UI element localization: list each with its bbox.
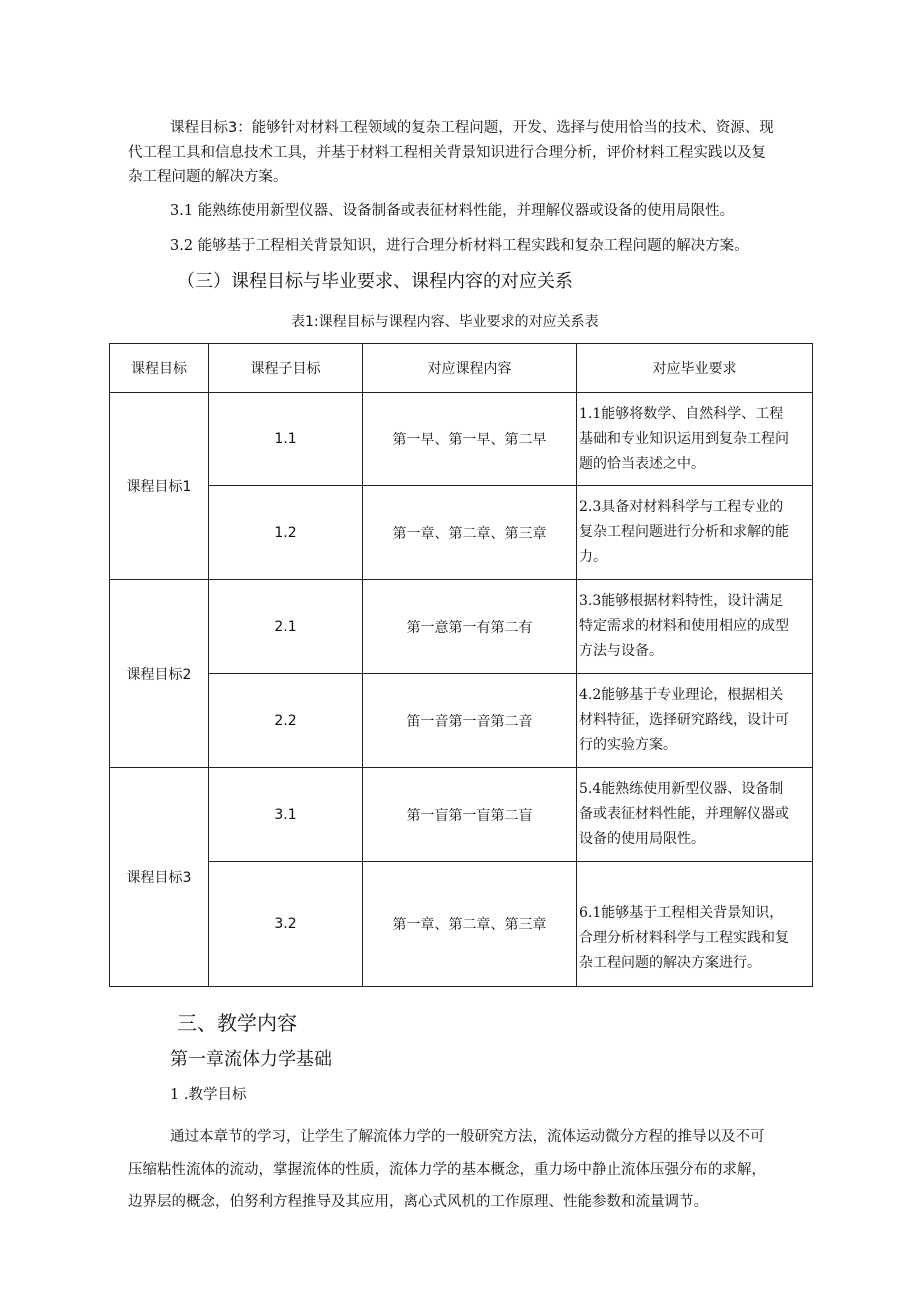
requirement-cell xyxy=(577,393,813,486)
chapter-title: 第一章流体力学基础 xyxy=(170,1049,332,1070)
sub-goal-cell: 2.2 xyxy=(209,674,363,768)
objective3-sub2: 3.2 能够基于工程相关背景知识，进行合理分析材料工程实践和复杂工程问题的解决方案。 xyxy=(170,238,749,254)
teaching-item-1: 1 .教学目标 xyxy=(170,1087,247,1103)
objective3-line1: 课程目标3：能够针对材料工程领域的复杂工程问题，开发、选择与使用恰当的技术、资源、现 xyxy=(170,120,774,136)
content-cell: 笛一音第一音第二音 xyxy=(363,674,577,768)
requirement-line: 4.2能够基于专业理论，根据相关 xyxy=(579,687,784,703)
requirement-cell xyxy=(577,580,813,674)
sub-goal-cell: 1.1 xyxy=(209,393,363,486)
table-row xyxy=(110,862,813,987)
section-heading: （三）课程目标与毕业要求、课程内容的对应关系 xyxy=(177,271,573,292)
table-caption: 表1:课程目标与课程内容、毕业要求的对应关系表 xyxy=(291,314,599,330)
requirement-line: 6.1能够基于工程相关背景知识， xyxy=(579,904,784,921)
requirement-line: 杂工程问题的解决方案进行。 xyxy=(579,954,761,971)
requirement-line: 备或表征材料性能，并理解仪器或 xyxy=(579,806,789,822)
sub-goal-cell: 3.1 xyxy=(209,768,363,862)
requirement-line: 特定需求的材料和使用相应的成型 xyxy=(579,618,789,634)
requirement-line: 设备的使用局限性。 xyxy=(579,831,705,847)
teaching-para-line2: 压缩粘性流体的流动，掌握流体的性质，流体力学的基本概念，重力场中静止流体压强分布的求解， xyxy=(128,1162,766,1178)
teaching-heading: 三、教学内容 xyxy=(177,1011,297,1035)
requirement-cell xyxy=(577,862,813,987)
table-row xyxy=(110,580,813,674)
table-row xyxy=(110,486,813,580)
objective3-sub1: 3.1 能熟练使用新型仪器、设备制备或表征材料性能，并理解仪器或设备的使用局限性。 xyxy=(170,203,735,219)
header-requirement: 对应毕业要求 xyxy=(577,344,813,393)
goal-cell: 课程目标3 xyxy=(110,768,209,987)
requirement-line: 5.4能熟练使用新型仪器、设备制 xyxy=(579,781,784,797)
requirement-line: 行的实验方案。 xyxy=(579,737,677,753)
table-row xyxy=(110,768,813,862)
goal-cell: 课程目标2 xyxy=(110,580,209,768)
requirement-line: 题的恰当表述之中。 xyxy=(579,455,705,472)
requirement-line: 1.1能够将数学、自然科学、工程 xyxy=(579,405,784,422)
table-header-row xyxy=(110,344,813,393)
requirement-line: 材料特征，选择研究路线，设计可 xyxy=(579,712,789,728)
sub-goal-cell: 1.2 xyxy=(209,486,363,580)
teaching-para-line3: 边界层的概念，伯努利方程推导及其应用，离心式风机的工作原理、性能参数和流量调节。 xyxy=(128,1194,708,1210)
content-cell: 第一章、第二章、第三章 xyxy=(363,486,577,580)
table-row xyxy=(110,674,813,768)
content-cell: 第一盲第一盲第二盲 xyxy=(363,768,577,862)
requirement-cell xyxy=(577,768,813,862)
requirement-line: 基础和专业知识运用到复杂工程问 xyxy=(579,430,789,447)
header-goal: 课程目标 xyxy=(110,344,209,393)
requirement-line: 合理分析材料科学与工程实践和复 xyxy=(579,929,789,946)
requirement-line: 2.3具备对材料科学与工程专业的 xyxy=(579,499,784,515)
requirement-cell xyxy=(577,674,813,768)
sub-goal-cell: 3.2 xyxy=(209,862,363,987)
content-cell: 第一意第一有第二有 xyxy=(363,580,577,674)
content-cell: 第一章、第二章、第三章 xyxy=(363,862,577,987)
content-cell: 第一早、第一早、第二早 xyxy=(363,393,577,486)
header-content: 对应课程内容 xyxy=(363,344,577,393)
objective3-line3: 杂工程问题的解决方案。 xyxy=(128,169,288,185)
table-row xyxy=(110,393,813,486)
objectives-table xyxy=(109,343,813,987)
requirement-line: 复杂工程问题进行分析和求解的能 xyxy=(579,524,789,540)
requirement-cell xyxy=(577,486,813,580)
sub-goal-cell: 2.1 xyxy=(209,580,363,674)
teaching-para-line1: 通过本章节的学习，让学生了解流体力学的一般研究方法，流体运动微分方程的推导以及不可 xyxy=(170,1129,765,1145)
objective3-line2: 代工程工具和信息技术工具，并基于材料工程相关背景知识进行合理分析，评价材料工程实践以及复 xyxy=(128,145,766,161)
requirement-line: 3.3能够根据材料特性，设计满足 xyxy=(579,593,784,609)
requirement-line: 方法与设备。 xyxy=(579,643,663,659)
header-sub-goal: 课程子目标 xyxy=(209,344,363,393)
goal-cell: 课程目标1 xyxy=(110,393,209,580)
requirement-line: 力。 xyxy=(579,549,607,565)
